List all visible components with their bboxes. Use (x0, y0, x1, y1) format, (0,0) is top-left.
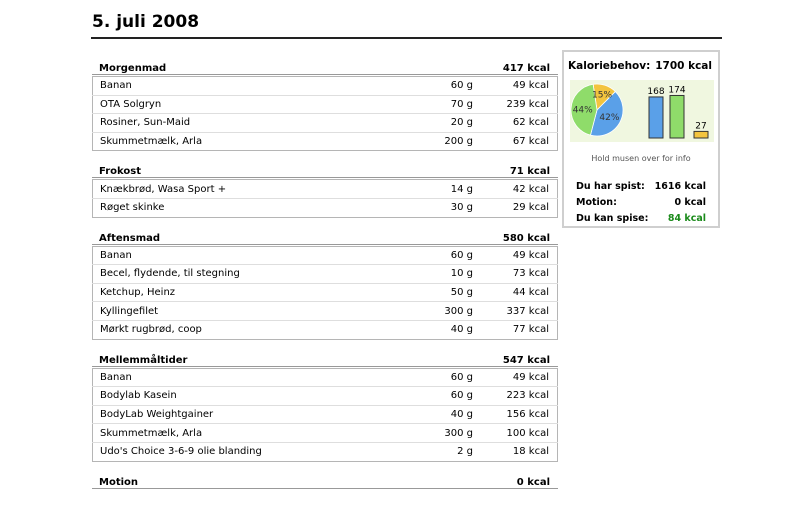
food-row[interactable] (93, 132, 558, 151)
food-quantity: 60 g (413, 246, 473, 265)
food-quantity: 40 g (413, 405, 473, 424)
food-name: Mørkt rugbrød, coop (100, 324, 202, 336)
calorie-chart[interactable] (570, 80, 714, 142)
meal-items-table (92, 179, 558, 217)
food-name: Bodylab Kasein (93, 387, 414, 406)
remaining-row (576, 213, 706, 224)
food-row[interactable] (93, 442, 558, 461)
calorie-summary-panel (562, 50, 720, 228)
food-kcal: 73 kcal (473, 265, 558, 284)
food-kcal: 67 kcal (512, 136, 549, 148)
meal-total: 0 kcal (516, 476, 550, 488)
meal-items-table (92, 76, 558, 151)
meal-name: Morgenmad (99, 63, 167, 74)
food-name: Skummetmælk, Arla (93, 424, 414, 443)
pie-label: 15% (592, 90, 613, 101)
meal-section (92, 352, 558, 462)
bar[interactable] (694, 131, 708, 138)
food-kcal: 100 kcal (473, 424, 558, 443)
meal-total: 547 kcal (502, 354, 550, 366)
food-row[interactable] (93, 368, 558, 387)
bar-label: 168 (647, 86, 665, 97)
calorie-chart-svg[interactable] (570, 80, 714, 142)
food-row[interactable] (93, 387, 558, 406)
motion-label: Motion: (576, 197, 617, 208)
food-kcal: 77 kcal (512, 324, 549, 336)
food-quantity: 14 g (413, 180, 473, 199)
food-quantity: 70 g (413, 95, 473, 114)
meal-total: 417 kcal (502, 63, 550, 74)
food-quantity: 300 g (413, 424, 473, 443)
calorie-need-row (564, 52, 718, 72)
food-kcal: 239 kcal (473, 95, 558, 114)
food-row[interactable] (93, 405, 558, 424)
bar[interactable] (670, 95, 684, 138)
meal-header (92, 163, 558, 178)
meal-section (92, 474, 558, 489)
food-quantity: 20 g (413, 114, 473, 133)
food-name: Banan (93, 368, 414, 387)
remaining-label: Du kan spise: (576, 213, 649, 224)
food-row[interactable] (93, 302, 558, 321)
food-row[interactable] (93, 180, 558, 199)
food-quantity: 2 g (457, 446, 473, 458)
food-row[interactable] (93, 283, 558, 302)
food-kcal: 18 kcal (512, 446, 549, 458)
meal-name: Frokost (99, 166, 141, 178)
food-name: Udo's Choice 3-6-9 olie blanding (100, 446, 262, 458)
food-name: Rosiner, Sun-Maid (93, 114, 414, 133)
meal-header (92, 352, 558, 367)
bar-label: 174 (668, 85, 686, 96)
food-row[interactable] (93, 424, 558, 443)
pie-label: 42% (599, 113, 620, 124)
meal-header (92, 474, 558, 489)
meal-header (92, 230, 558, 245)
food-row[interactable] (93, 320, 558, 339)
food-kcal: 44 kcal (473, 283, 558, 302)
food-name: Knækbrød, Wasa Sport + (93, 180, 414, 199)
food-name: OTA Solgryn (93, 95, 414, 114)
food-name: Becel, flydende, til stegning (93, 265, 414, 284)
food-quantity: 60 g (413, 368, 473, 387)
food-quantity: 10 g (413, 265, 473, 284)
food-quantity: 50 g (413, 283, 473, 302)
page-title: 5. juli 2008 (92, 12, 200, 32)
food-kcal: 42 kcal (473, 180, 558, 199)
motion-row (576, 197, 706, 208)
meal-header (92, 60, 558, 75)
food-kcal: 337 kcal (473, 302, 558, 321)
meal-items-table (92, 368, 558, 462)
eaten-row (576, 181, 706, 192)
meal-name: Aftensmad (99, 232, 161, 244)
food-quantity: 300 g (413, 302, 473, 321)
food-kcal: 49 kcal (473, 368, 558, 387)
meal-items-table (92, 246, 558, 340)
food-row[interactable] (93, 95, 558, 114)
pie-label: 44% (572, 105, 593, 116)
bar-label: 27 (695, 121, 707, 132)
meal-name: Mellemmåltider (99, 354, 188, 366)
food-kcal: 62 kcal (473, 114, 558, 133)
food-name: Ketchup, Heinz (93, 283, 414, 302)
eaten-value: 1616 kcal (654, 181, 706, 192)
meal-section (92, 230, 558, 340)
meal-section (92, 163, 558, 217)
motion-value: 0 kcal (674, 197, 706, 208)
food-quantity: 30 g (450, 202, 473, 214)
calorie-need-value: 1700 kcal (655, 60, 712, 72)
food-row[interactable] (93, 265, 558, 284)
remaining-value: 84 kcal (667, 213, 706, 224)
title-divider (91, 37, 722, 39)
food-kcal: 223 kcal (473, 387, 558, 406)
food-row[interactable] (93, 246, 558, 265)
food-row[interactable] (93, 198, 558, 217)
food-name: Kyllingefilet (93, 302, 414, 321)
food-name: Banan (93, 77, 414, 96)
meal-name: Motion (99, 476, 139, 488)
eaten-label: Du har spist: (576, 181, 645, 192)
calorie-need-label: Kaloriebehov: (568, 60, 651, 72)
food-kcal: 156 kcal (473, 405, 558, 424)
food-quantity: 60 g (413, 387, 473, 406)
food-kcal: 49 kcal (473, 77, 558, 96)
meal-list (92, 60, 558, 501)
food-kcal: 29 kcal (512, 202, 549, 214)
meal-section (92, 60, 558, 151)
food-name: Røget skinke (100, 202, 165, 214)
food-kcal: 49 kcal (473, 246, 558, 265)
bar[interactable] (649, 97, 663, 138)
food-row[interactable] (93, 77, 558, 96)
meal-total: 71 kcal (509, 166, 550, 178)
food-quantity: 40 g (450, 324, 473, 336)
food-row[interactable] (93, 114, 558, 133)
food-quantity: 60 g (413, 77, 473, 96)
food-name: Banan (93, 246, 414, 265)
food-quantity: 200 g (444, 136, 473, 148)
meal-total: 580 kcal (502, 232, 550, 244)
food-name: Skummetmælk, Arla (100, 136, 203, 148)
chart-hint: Hold musen over for info (591, 154, 691, 163)
food-name: BodyLab Weightgainer (93, 405, 414, 424)
